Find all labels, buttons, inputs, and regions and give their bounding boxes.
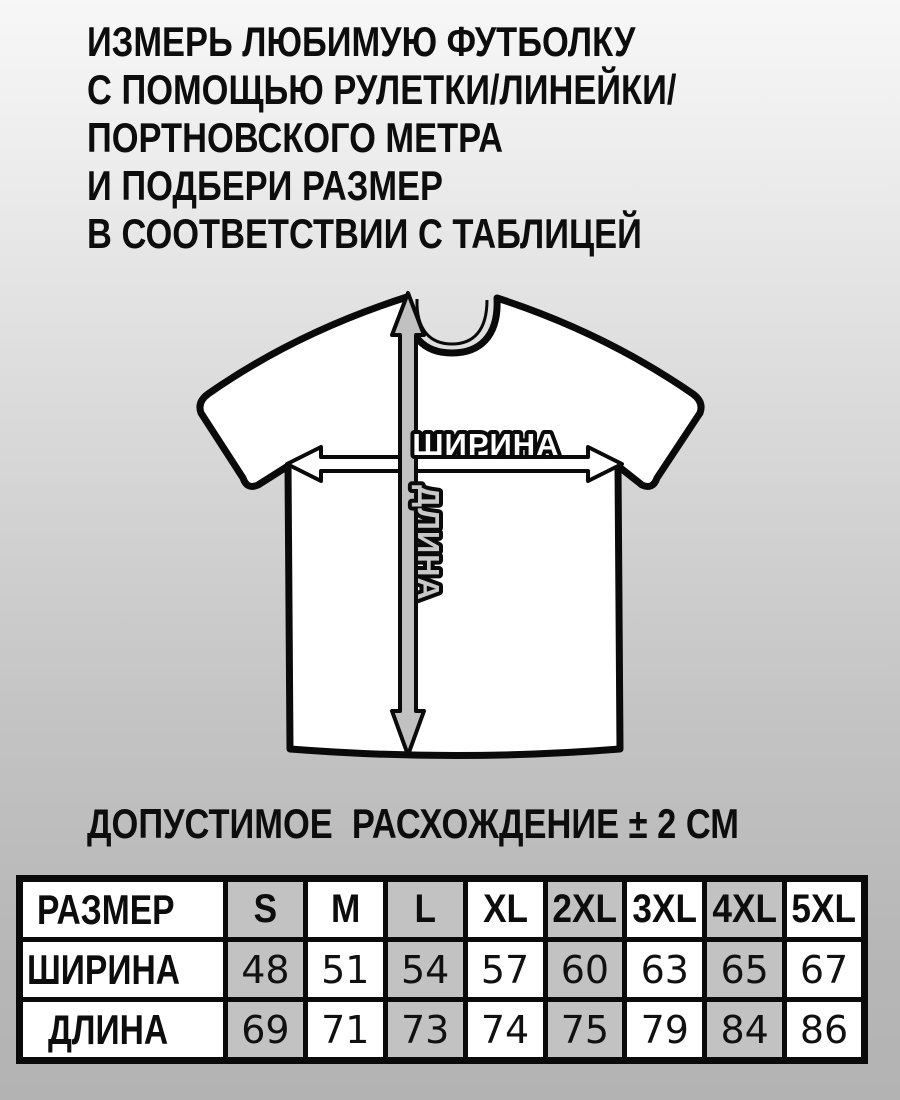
- length-arrow-label: ДЛИНА: [411, 485, 446, 601]
- length-cell: [465, 1000, 545, 1061]
- collar-inner-line: [417, 299, 487, 344]
- length-row-header: [20, 1000, 226, 1061]
- width-cell: [785, 940, 865, 1000]
- length-value: 71: [321, 1007, 370, 1052]
- size-cell: [625, 879, 705, 940]
- length-cell: [226, 1000, 306, 1061]
- length-value: 84: [720, 1007, 769, 1052]
- length-cell: [785, 1000, 865, 1061]
- size-cell: [305, 879, 385, 940]
- table-row-length: [20, 1000, 865, 1061]
- size-label: 3XL: [632, 887, 698, 931]
- table-row-width: [20, 940, 865, 1000]
- length-value: 86: [799, 1007, 849, 1052]
- size-cell: [226, 879, 306, 940]
- width-cell: [625, 940, 705, 1000]
- size-label: M: [330, 887, 360, 931]
- width-cell: [545, 940, 625, 1000]
- size-label: XL: [482, 887, 528, 931]
- instruction-heading: [87, 18, 676, 258]
- size-row-header: [20, 879, 226, 940]
- length-cell: [625, 1000, 705, 1061]
- size-cell: [785, 879, 865, 940]
- length-cell: [545, 1000, 625, 1061]
- instruction-line: В СООТВЕТСТВИИ С ТАБЛИЦЕЙ: [87, 210, 642, 257]
- size-label: L: [414, 887, 436, 931]
- table-row-sizes: [20, 879, 865, 940]
- size-cell: [545, 879, 625, 940]
- length-cell: [305, 1000, 385, 1061]
- instruction-line: ИЗМЕРЬ ЛЮБИМУЮ ФУТБОЛКУ: [87, 18, 636, 65]
- tshirt-svg: [190, 285, 710, 785]
- width-value: 48: [241, 947, 290, 992]
- width-cell: [465, 940, 545, 1000]
- width-row-header-label: ШИРИНА: [27, 945, 181, 993]
- size-label: 2XL: [552, 887, 618, 931]
- width-value: 60: [560, 947, 610, 992]
- length-value: 79: [640, 1007, 689, 1052]
- width-value: 54: [401, 947, 450, 992]
- width-value: 63: [640, 947, 689, 992]
- instruction-line: ПОРТНОВСКОГО МЕТРА: [87, 114, 503, 161]
- size-table: [16, 875, 868, 1064]
- width-value: 67: [799, 947, 849, 992]
- length-value: 74: [480, 1007, 530, 1052]
- width-cell: [385, 940, 465, 1000]
- size-cell: [465, 879, 545, 940]
- width-cell: [226, 940, 306, 1000]
- size-label: 5XL: [791, 887, 857, 931]
- instruction-line: И ПОДБЕРИ РАЗМЕР: [87, 162, 443, 209]
- size-cell: [705, 879, 785, 940]
- length-cell: [705, 1000, 785, 1061]
- length-value: 75: [560, 1007, 610, 1052]
- tshirt-measure-diagram: [190, 285, 710, 785]
- width-value: 65: [720, 947, 769, 992]
- width-value: 51: [321, 947, 370, 992]
- length-cell: [385, 1000, 465, 1061]
- width-cell: [305, 940, 385, 1000]
- size-cell: [385, 879, 465, 940]
- size-row-header-label: РАЗМЕР: [37, 885, 175, 933]
- size-label: S: [253, 887, 278, 931]
- length-row-header-label: ДЛИНА: [47, 1005, 169, 1053]
- length-value: 73: [401, 1007, 450, 1052]
- width-row-header: [20, 940, 226, 1000]
- width-cell: [705, 940, 785, 1000]
- width-arrow-label: ШИРИНА: [412, 427, 560, 462]
- instruction-line: С ПОМОЩЬЮ РУЛЕТКИ/ЛИНЕЙКИ/: [87, 66, 677, 113]
- tolerance-note: ДОПУСТИМОЕ РАСХОЖДЕНИЕ ± 2 СМ: [87, 800, 739, 847]
- width-value: 57: [480, 947, 530, 992]
- length-value: 69: [241, 1007, 290, 1052]
- tshirt-outline: [200, 297, 701, 756]
- size-label: 4XL: [712, 887, 777, 931]
